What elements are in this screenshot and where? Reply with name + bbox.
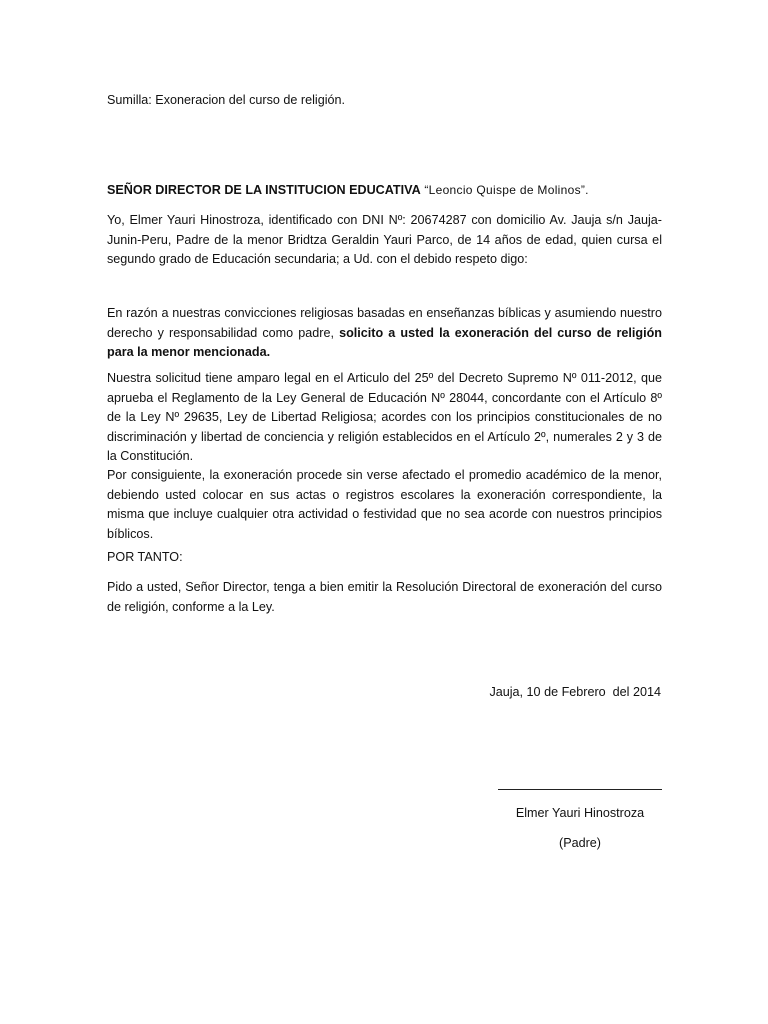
signature-name: Elmer Yauri Hinostroza <box>515 806 645 820</box>
signature-role: (Padre) <box>559 836 601 850</box>
closing-request: Pido a usted, Señor Director, tenga a bien emitir la Resolución Directoral de exoneración del curso de religión, conforme a la Ley. <box>107 580 662 614</box>
signature-line <box>498 789 662 790</box>
request-text: En razón a nuestras convicciones religiosas basadas en enseñanzas bíblicas y asumiendo nuestro derecho y responsabilidad como padre, <box>107 306 662 340</box>
intro-paragraph: Yo, Elmer Yauri Hinostroza, identificado con DNI Nº: 20674287 con domicilio Av. Jauja s/n Jauja-Junin-Peru, Padre de la menor Bridtza Geraldin Yauri Parco, de 14 años de edad, quien cursa el segundo grado de Educación secundaria; a Ud. con el debido respeto digo: <box>107 213 662 266</box>
subject-line: Sumilla: Exoneracion del curso de religión. <box>107 93 346 107</box>
request-text-bold: solicito a usted la exoneración del curso de religión para la menor mencionada. <box>107 325 662 359</box>
legal-basis-paragraph: Nuestra solicitud tiene amparo legal en el Articulo del 25º del Decreto Supremo Nº 011-2012, que aprueba el Reglamento de la Ley General de Educación Nº 28044, concordante con el Artículo 8º de la Ley Nº 29635, Ley de Libertad Religiosa; acordes con los principios constitucionales de no discriminación y libertad de conciencia y religión establecidos en el Artículo 2º, numerales 2 y 3 de la Constitución. <box>107 371 662 463</box>
institution-name: “Leoncio Quispe de Molinos”. <box>420 183 589 197</box>
consequence-paragraph: Por consiguiente, la exoneración procede sin verse afectado el promedio académico de la menor, debiendo usted colocar en sus actas o registros escolares la exoneración correspondiente, la misma que incluye cualquier otra actividad o festividad que no sea acorde con nuestros principios bíblicos. <box>107 468 662 541</box>
date-line: Jauja, 10 de Febrero del 2014 <box>489 685 661 699</box>
request-paragraph <box>107 304 662 363</box>
addressee <box>107 181 662 201</box>
addressee-title: SEÑOR DIRECTOR DE LA INSTITUCION EDUCATIVA <box>107 183 421 197</box>
por-tanto-heading: POR TANTO: <box>107 550 183 564</box>
